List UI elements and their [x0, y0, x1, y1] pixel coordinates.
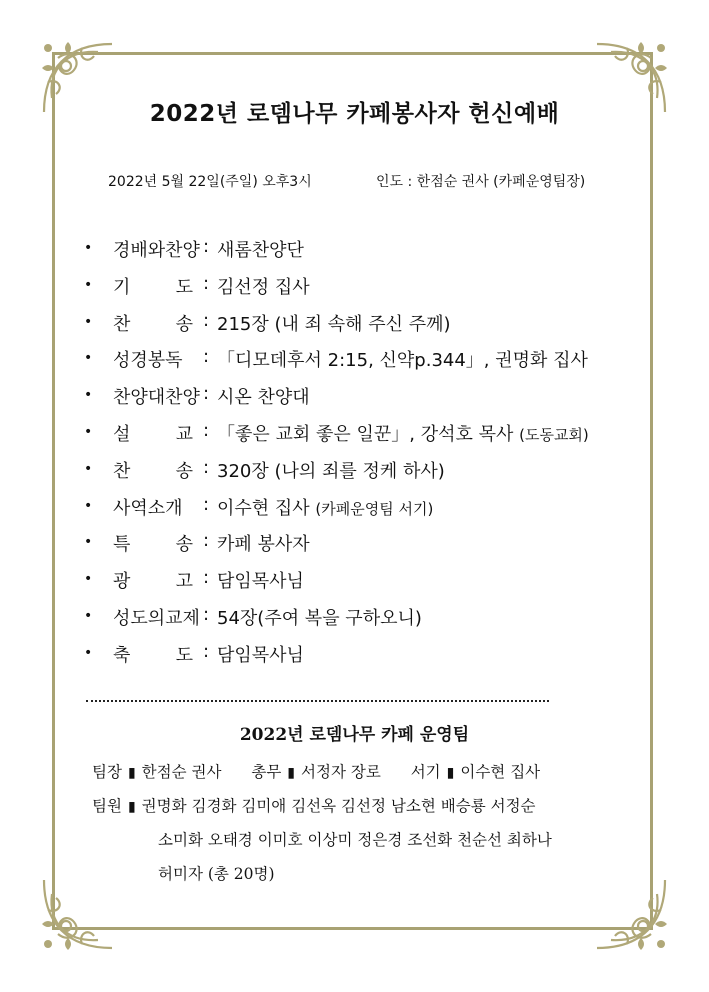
order-item: [84, 641, 664, 678]
order-item: [84, 383, 664, 420]
order-item-colon: :: [203, 309, 210, 331]
bullet-icon: •: [84, 497, 93, 514]
order-item-content: 시온 찬양대: [217, 387, 310, 409]
order-item-colon: :: [203, 236, 210, 257]
order-item-label: 사역소개: [113, 497, 183, 519]
leader-name: 한점순 권사: [141, 763, 222, 781]
order-item-content: 215장 (내 죄 속해 주신 주께): [217, 313, 451, 335]
secretary-label: 서기: [410, 763, 441, 781]
leader-label: 팀장: [92, 763, 122, 781]
bullet-icon: •: [84, 350, 93, 367]
order-item-colon: :: [203, 272, 210, 294]
page-title: 2022년 로뎀나무 카페봉사자 헌신예배: [149, 101, 560, 127]
team-members-row: [92, 828, 552, 862]
bullet-icon: •: [84, 644, 93, 661]
team-title: 2022년 로뎀나무 카페 운영팀: [239, 725, 470, 745]
order-item-content: 54장(주여 복을 구하오니): [217, 607, 422, 629]
marker-icon: ▮: [127, 799, 136, 815]
order-item-note: (카페운영팀 서기): [315, 499, 434, 518]
treasurer-label: 총무: [251, 763, 282, 781]
bullet-icon: •: [84, 240, 93, 256]
team-roster: [92, 760, 552, 896]
team-members-row: [92, 794, 552, 828]
marker-icon: ▮: [127, 765, 136, 781]
order-item-note: (도동교회): [519, 425, 589, 444]
treasurer-name: 서정자 장로: [301, 763, 381, 781]
order-item-content: 320장 (나의 죄를 정케 하사): [217, 460, 445, 482]
order-item-label: 축 도: [113, 644, 193, 666]
order-item-content: 이수현 집사 (카페운영팀 서기): [217, 497, 434, 519]
team-members-row: [92, 862, 552, 896]
members-line: 권명화 김경화 김미애 김선옥 김선정 남소현 배승룡 서정순: [141, 797, 536, 815]
service-info: [108, 171, 586, 191]
order-item: [84, 236, 664, 273]
order-item: [84, 530, 664, 567]
bullet-icon: •: [84, 387, 93, 404]
order-item: [84, 346, 664, 383]
order-item-label: 설 교: [113, 423, 193, 445]
service-date: 2022년 5월 22일(주일) 오후3시: [108, 174, 312, 190]
corner-ornament-bottom-right: [591, 874, 671, 954]
marker-icon: ▮: [446, 765, 455, 781]
bullet-icon: •: [84, 534, 93, 551]
order-item-label: 경배와찬양: [113, 240, 200, 261]
bullet-icon: •: [84, 276, 93, 293]
members-line: 소미화 오태경 이미호 이상미 정은경 조선화 천순선 최하나: [158, 831, 552, 849]
order-item-label: 찬 송: [113, 460, 193, 482]
order-item-content: 김선정 집사: [217, 276, 310, 298]
order-item-colon: :: [203, 493, 210, 515]
bullet-icon: •: [84, 607, 93, 624]
order-item-label: 찬양대찬양: [113, 387, 200, 409]
dotted-divider: [86, 700, 549, 702]
order-item-colon: :: [203, 530, 210, 552]
team-officers-row: [92, 760, 552, 794]
order-item: [84, 494, 664, 531]
order-item-label: 성도의교제: [113, 607, 200, 629]
order-item-content: 카페 봉사자: [217, 534, 310, 556]
order-item-label: 성경봉독: [113, 350, 183, 372]
order-item: [84, 604, 664, 641]
secretary-name: 이수현 집사: [460, 763, 541, 781]
members-line: 허미자 (총 20명): [158, 865, 275, 883]
order-item-colon: :: [203, 419, 210, 441]
order-item-content: 담임목사님: [217, 644, 304, 666]
marker-icon: ▮: [287, 765, 296, 781]
members-label: 팀원: [92, 797, 122, 815]
order-item: [84, 420, 664, 457]
bullet-icon: •: [84, 313, 93, 330]
bullet-icon: •: [84, 571, 93, 588]
order-item: [84, 567, 664, 604]
order-item-colon: :: [203, 383, 210, 405]
order-item-content: 「좋은 교회 좋은 일꾼」, 강석호 목사 (도동교회): [217, 423, 589, 445]
order-of-service: [84, 236, 664, 678]
order-item-label: 특 송: [113, 534, 193, 556]
bullet-icon: •: [84, 460, 93, 477]
service-leader: 인도 : 한점순 권사 (카페운영팀장): [376, 174, 586, 190]
order-item-colon: :: [203, 346, 210, 368]
order-item: [84, 457, 664, 494]
order-item-content: 새롬찬양단: [217, 240, 304, 261]
order-item-label: 광 고: [113, 571, 193, 593]
order-item-label: 기 도: [113, 276, 193, 298]
order-item: [84, 273, 664, 310]
order-item-colon: :: [203, 640, 210, 662]
bullet-icon: •: [84, 423, 93, 440]
order-item-colon: :: [203, 603, 210, 625]
order-item-colon: :: [203, 567, 210, 589]
order-item: [84, 310, 664, 347]
order-item-colon: :: [203, 456, 210, 478]
order-item-content: 「디모데후서 2:15, 신약p.344」, 권명화 집사: [217, 350, 588, 372]
order-item-content: 담임목사님: [217, 571, 304, 593]
order-item-label: 찬 송: [113, 313, 193, 335]
